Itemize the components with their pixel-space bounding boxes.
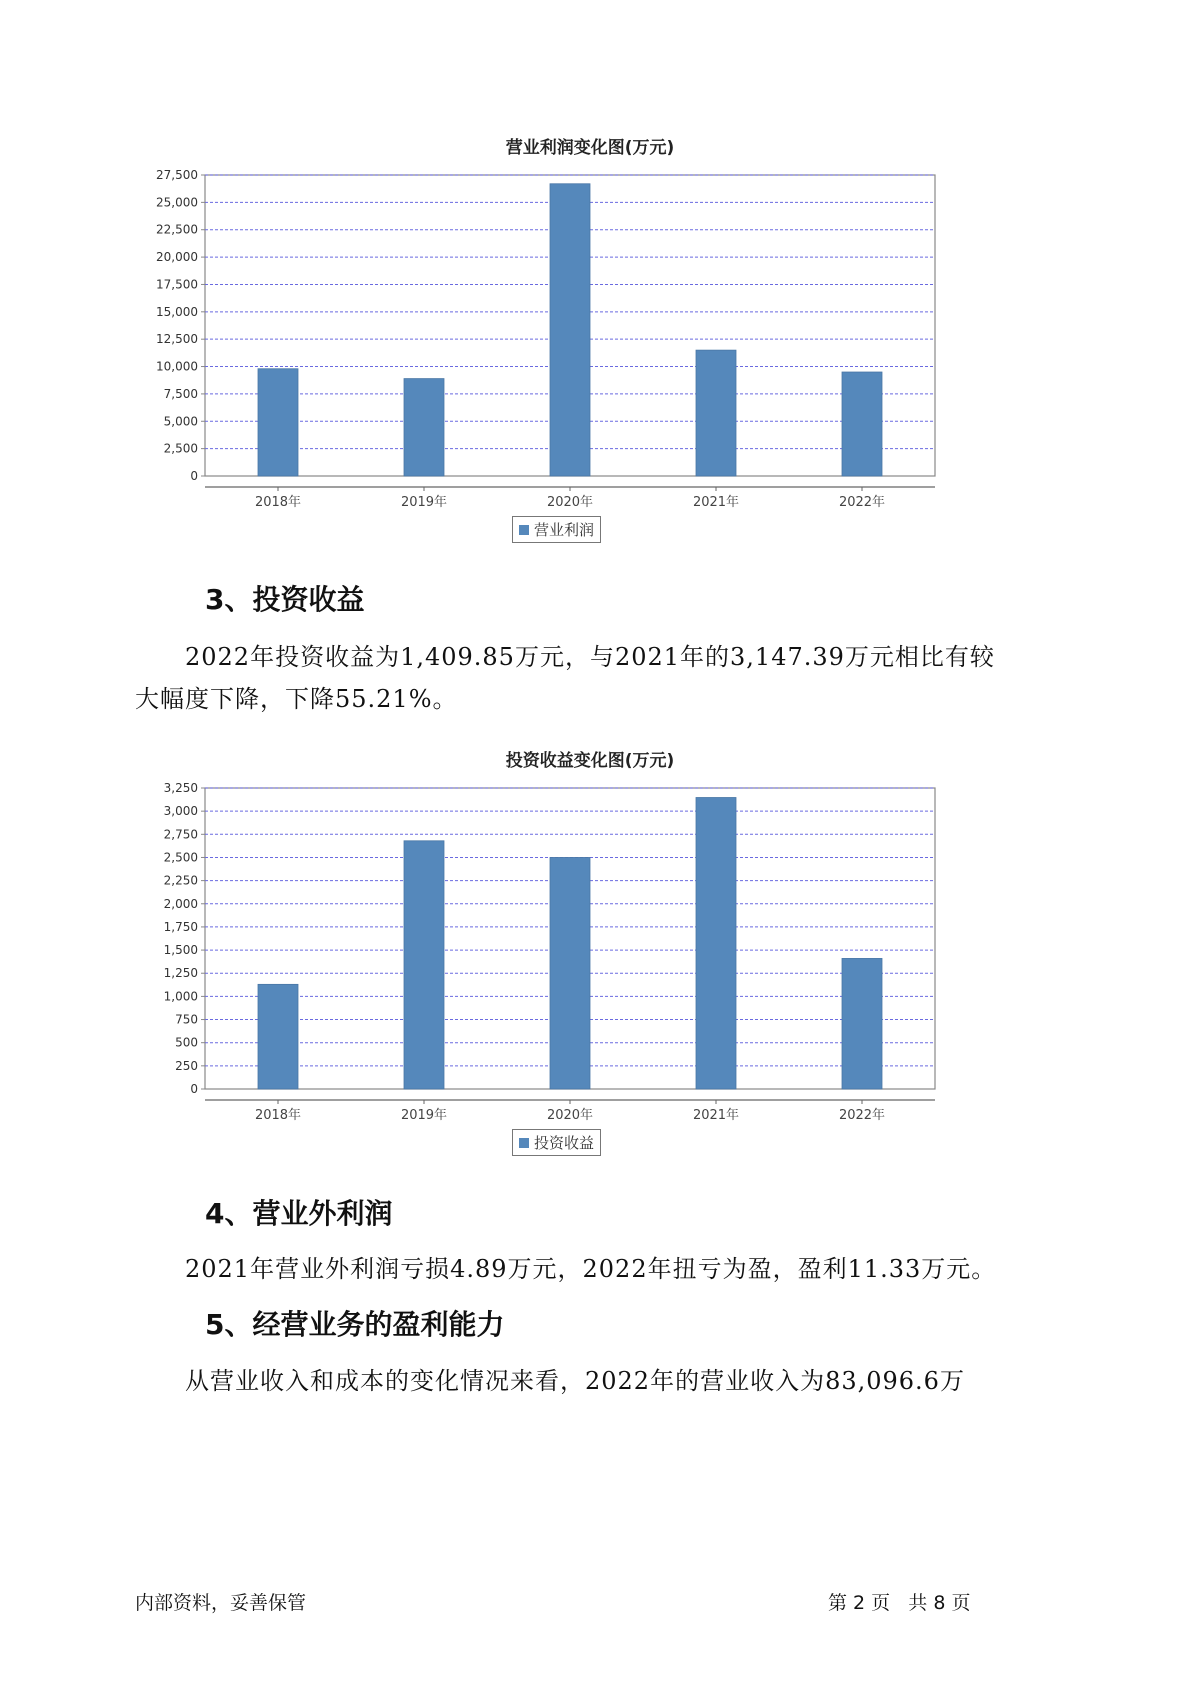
section-heading-investment-income: 3、投资收益 — [205, 583, 365, 616]
y-tick-label: 250 — [175, 1058, 198, 1073]
y-tick-label: 15,000 — [156, 304, 198, 319]
y-tick-label: 20,000 — [156, 250, 198, 265]
y-tick-label: 1,000 — [163, 989, 198, 1004]
y-tick-label: 25,000 — [156, 195, 198, 210]
section-heading-profitability: 5、经营业务的盈利能力 — [205, 1308, 505, 1341]
chart-title: 营业利润变化图(万元) — [505, 138, 675, 158]
y-tick-label: 12,500 — [156, 332, 198, 347]
y-tick-label: 2,750 — [163, 827, 198, 842]
chart-legend — [512, 516, 601, 543]
bar — [550, 184, 590, 476]
y-tick-label: 0 — [190, 469, 198, 483]
paragraph-line: 从营业收入和成本的变化情况来看，2022年的营业收入为83,096.6万 — [185, 1367, 965, 1395]
y-tick-label: 500 — [175, 1035, 198, 1050]
y-tick-label: 1,750 — [163, 919, 198, 934]
y-tick-label: 2,500 — [163, 850, 198, 865]
bar — [404, 841, 444, 1089]
y-tick-label: 5,000 — [163, 414, 198, 429]
x-tick-label: 2019年 — [400, 1108, 448, 1123]
investment-income-plot — [150, 778, 1030, 1138]
bar — [258, 984, 298, 1089]
legend-swatch — [519, 525, 529, 535]
bar — [696, 798, 736, 1089]
chart-legend — [512, 1129, 601, 1156]
legend-swatch — [519, 1138, 529, 1148]
bar — [842, 958, 882, 1089]
y-tick-label: 2,250 — [163, 873, 198, 888]
legend-label: 投资收益 — [534, 1134, 595, 1152]
y-tick-label: 17,500 — [156, 277, 198, 292]
footer-confidential: 内部资料，妥善保管 — [135, 1592, 307, 1614]
bar — [550, 857, 590, 1089]
operating-profit-chart — [150, 130, 1030, 550]
x-tick-label: 2022年 — [838, 495, 886, 510]
x-tick-label: 2020年 — [546, 1108, 594, 1123]
y-tick-label: 3,000 — [163, 804, 198, 819]
y-tick-label: 3,250 — [163, 781, 198, 795]
paragraph-line: 2021年营业外利润亏损4.89万元，2022年扭亏为盈，盈利11.33万元。 — [185, 1255, 997, 1283]
footer-page-number: 第 2 页 共 8 页 — [828, 1592, 971, 1614]
y-tick-label: 2,000 — [163, 896, 198, 911]
bar — [258, 369, 298, 476]
y-tick-label: 750 — [175, 1012, 198, 1027]
bar — [696, 350, 736, 476]
y-tick-label: 1,500 — [163, 943, 198, 958]
x-tick-label: 2021年 — [692, 1108, 740, 1123]
investment-income-chart — [150, 743, 1030, 1163]
y-tick-label: 22,500 — [156, 222, 198, 237]
bar — [404, 379, 444, 476]
x-tick-label: 2022年 — [838, 1108, 886, 1123]
x-tick-label: 2018年 — [254, 495, 302, 510]
y-tick-label: 27,500 — [156, 168, 198, 182]
paragraph-line: 大幅度下降，下降55.21%。 — [135, 685, 458, 713]
x-tick-label: 2018年 — [254, 1108, 302, 1123]
x-tick-label: 2021年 — [692, 495, 740, 510]
section-heading-non-operating-profit: 4、营业外利润 — [205, 1197, 393, 1230]
x-tick-label: 2020年 — [546, 495, 594, 510]
y-tick-label: 0 — [190, 1082, 198, 1096]
x-tick-label: 2019年 — [400, 495, 448, 510]
y-tick-label: 1,250 — [163, 966, 198, 981]
bar — [842, 372, 882, 476]
legend-label: 营业利润 — [534, 521, 595, 539]
y-tick-label: 10,000 — [156, 359, 198, 374]
y-tick-label: 7,500 — [163, 386, 198, 401]
chart-title: 投资收益变化图(万元) — [505, 751, 675, 771]
y-tick-label: 2,500 — [163, 441, 198, 456]
paragraph-line: 2022年投资收益为1,409.85万元，与2021年的3,147.39万元相比有较 — [185, 643, 995, 671]
operating-profit-plot — [150, 165, 1030, 525]
